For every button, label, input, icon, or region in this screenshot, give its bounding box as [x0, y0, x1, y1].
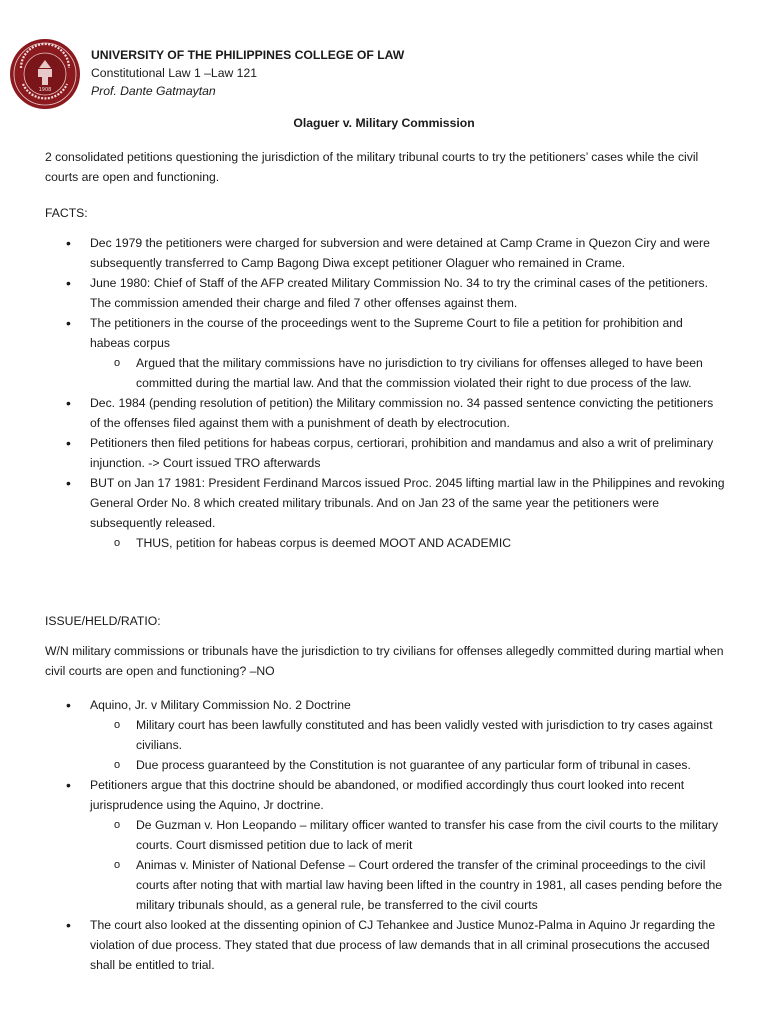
fact-bullet: [0, 393, 768, 433]
fact-sub-bullet: o THUS, petition for habeas corpus is deemed MOOT AND ACADEMIC: [90, 533, 726, 553]
fact-sub-list: [90, 353, 726, 393]
held-sub-bullet: o Animas v. Minister of National Defense – Court ordered the transfer of the criminal proceedings to the civil courts after noting that with martial law having been lifted in the country in 1981, all cases pending before the military tribunals should, as a general rule, be transferred to the civil courts: [90, 855, 726, 915]
document-header: [91, 46, 404, 100]
fact-sub-bullet: o Argued that the military commissions have no jurisdiction to try civilians for offenses alleged to have been committed during the martial law. And that the commission violated their right to due process of the law.: [90, 353, 726, 393]
fact-bullet-text: BUT on Jan 17 1981: President Ferdinand Marcos issued Proc. 2045 lifting martial law in the Philippines and revoking General Order No. 8 which created military tribunals. And on Jan 23 of the same year the petitioners were subsequently released.: [90, 476, 725, 530]
fact-bullet: [0, 233, 768, 273]
university-name: UNIVERSITY OF THE PHILIPPINES COLLEGE OF LAW: [91, 48, 405, 62]
fact-bullet-text: June 1980: Chief of Staff of the AFP created Military Commission No. 34 to try the criminal cases of the petitioners. The commission amended their charge and filed 7 other offenses against them.: [90, 276, 709, 310]
svg-text:1908: 1908: [38, 87, 52, 93]
held-list: [0, 695, 768, 975]
course-name: Constitutional Law 1 –Law 121: [91, 66, 257, 80]
held-sub-bullet: o Due process guaranteed by the Constitution is not guarantee of any particular form of tribunal in cases.: [90, 755, 726, 775]
fact-bullet: [0, 433, 768, 473]
held-sub-bullet: o Military court has been lawfully constituted and has been validly vested with jurisdiction to try cases against civilians.: [90, 715, 726, 755]
held-bullet: [0, 775, 768, 915]
case-title: Olaguer v. Military Commission: [293, 116, 475, 130]
facts-heading: FACTS:: [45, 206, 88, 220]
professor-name: Prof. Dante Gatmaytan: [91, 84, 216, 98]
held-sub-bullet: o De Guzman v. Hon Leopando – military officer wanted to transfer his case from the civil courts to the military courts. Court dismissed petition due to lack of merit: [90, 815, 726, 855]
up-seal-logo: [9, 38, 81, 110]
held-sub-list: [90, 815, 726, 915]
fact-bullet-text: The petitioners in the course of the proceedings went to the Supreme Court to file a petition for prohibition and habeas corpus: [90, 316, 683, 350]
fact-bullet: [0, 313, 768, 393]
held-bullet-text: The court also looked at the dissenting opinion of CJ Tehankee and Justice Munoz-Palma in Aquino Jr regarding the violation of due process. They stated that due process of law demands that in all criminal prosecutions the accused shall be entitled to trial.: [90, 918, 716, 972]
issue-paragraph: W/N military commissions or tribunals have the jurisdiction to try civilians for offenses allegedly committed during martial when civil courts are open and functioning? –NO: [45, 644, 724, 678]
held-bullet: [0, 695, 768, 775]
held-bullet-text: Petitioners argue that this doctrine should be abandoned, or modified accordingly thus court looked into recent jurisprudence using the Aquino, Jr doctrine.: [90, 778, 685, 812]
fact-bullet-text: Dec. 1984 (pending resolution of petition) the Military commission no. 34 passed sentence convicting the petitioners of the offenses filed against them with a punishment of death by electrocution.: [90, 396, 714, 430]
fact-bullet-text: Petitioners then filed petitions for habeas corpus, certiorari, prohibition and mandamus and also a writ of preliminary injunction. -> Court issued TRO afterwards: [90, 436, 714, 470]
fact-bullet: [0, 273, 768, 313]
fact-sub-list: [90, 533, 726, 553]
held-bullet: [0, 915, 768, 975]
facts-list: [0, 233, 768, 553]
held-sub-list: [90, 715, 726, 775]
issue-heading: ISSUE/HELD/RATIO:: [45, 614, 161, 628]
held-bullet-text: Aquino, Jr. v Military Commission No. 2 Doctrine: [90, 698, 351, 712]
fact-bullet-text: Dec 1979 the petitioners were charged for subversion and were detained at Camp Crame in Quezon Ciry and were subsequently transferred to Camp Bagong Diwa except petitioner Olaguer who remained in Crame.: [90, 236, 710, 270]
fact-bullet: [0, 473, 768, 553]
intro-paragraph: 2 consolidated petitions questioning the jurisdiction of the military tribunal courts to try the petitioners’ cases while the civil courts are open and functioning.: [45, 150, 699, 184]
